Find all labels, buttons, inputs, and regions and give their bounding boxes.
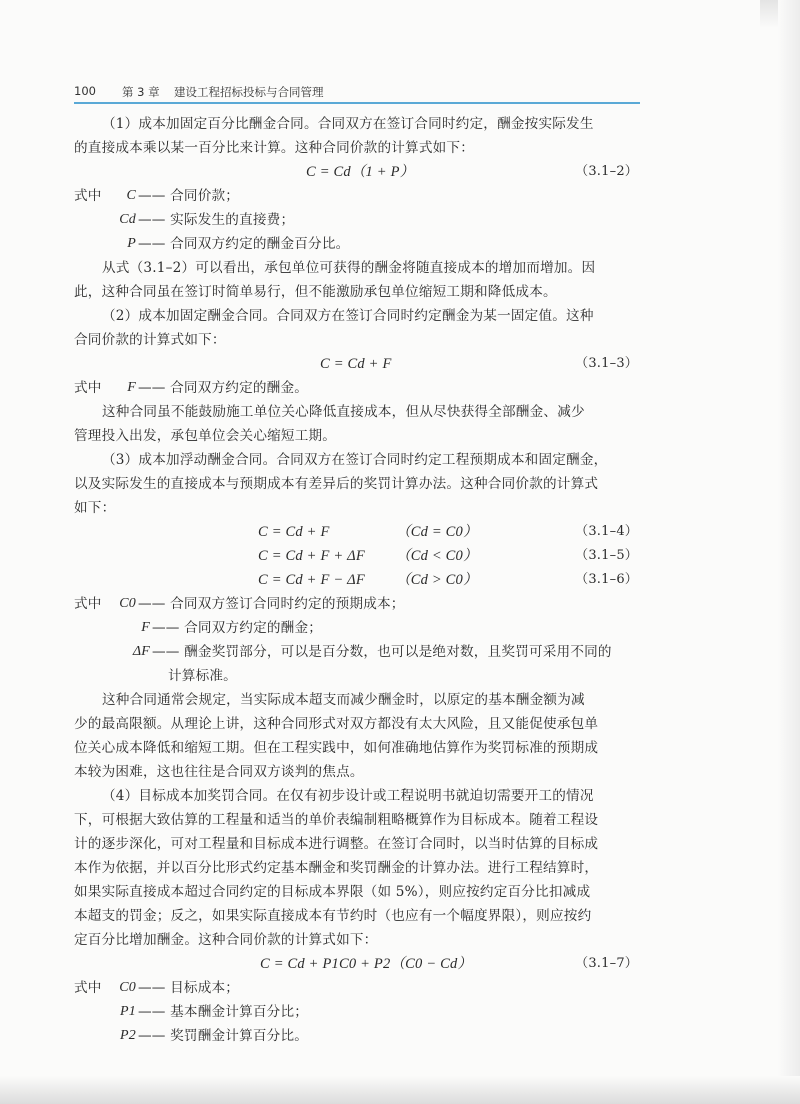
definition-lead: 式中 [74,980,102,996]
paragraph-line: 的直接成本乘以某一百分比来计算。这种合同价款的计算式如下： [74,140,475,156]
header-rule [74,102,640,104]
equation-expression: C = Cd（1 + P） [306,164,415,180]
definition-row [74,208,642,232]
symbol-description: —— 合同价款； [138,188,240,204]
paragraph-line: 如下： [74,500,116,516]
definition-row [74,664,642,688]
symbol: F [141,620,150,635]
definition-row [74,976,642,1000]
scan-shadow-bottom [0,1076,800,1104]
equation-3-1-7 [74,952,642,976]
paragraph-line: 计的逐步深化，可对工程量和目标成本进行调整。在签订合同时，以当时估算的目标成 [74,836,599,852]
paragraph-line: 位关心成本降低和缩短工期。但在工程实践中，如何准确地估算作为奖罚标准的预期成 [74,740,599,756]
symbol-description: —— 合同双方约定的酬金； [152,620,323,636]
paragraph-line: 管理投入出发，承包单位会关心缩短工期。 [74,428,337,444]
equation-3-1-2 [74,160,642,184]
paragraph-line: 合同价款的计算式如下： [74,332,226,348]
symbol: C0 [119,596,136,611]
definition-row [74,1000,642,1024]
equation-3-1-4 [74,520,642,544]
paragraph-line: 本作为依据，并以百分比形式约定基本酬金和奖罚酬金的计算办法。进行工程结算时， [74,860,599,876]
symbol: C0 [119,980,136,995]
equation-number: （3.1–2） [575,164,638,179]
equation-expression: C = Cd + F [320,356,392,372]
equation-expression: C = Cd + F − ΔF [258,572,365,588]
symbol-description: —— 合同双方签订合同时约定的预期成本； [138,596,405,612]
symbol-description: —— 基本酬金计算百分比； [138,1004,309,1020]
paragraph-line: 这种合同通常会规定，当实际成本超支而减少酬金时，以原定的基本酬金额为减 [102,692,585,708]
symbol: P [127,236,136,251]
symbol-description: —— 酬金奖罚部分，可以是百分数，也可以是绝对数，且奖罚可采用不同的 [152,644,612,660]
symbol: P2 [120,1028,136,1043]
definition-lead: 式中 [74,380,102,396]
equation-3-1-6 [74,568,642,592]
definition-row [74,184,642,208]
paragraph-line: 定百分比增加酬金。这种合同价款的计算式如下： [74,932,378,948]
equation-number: （3.1–7） [575,956,638,971]
chapter-label: 第 3 章 [122,85,160,99]
paragraph-line: 从式（3.1–2）可以看出，承包单位可获得的酬金将随直接成本的增加而增加。因 [102,260,596,276]
paragraph-line: 这种合同虽不能鼓励施工单位关心降低直接成本，但从尽快获得全部酬金、减少 [102,404,585,420]
equation-expression: C = Cd + P1C0 + P2（C0 − Cd） [260,956,473,972]
equation-3-1-3 [74,352,642,376]
paragraph-line: 如果实际直接成本超过合同约定的目标成本界限（如 5%），则应按约定百分比扣减成 [74,884,591,900]
symbol-description: —— 合同双方约定的酬金。 [138,380,309,396]
definition-row [74,640,642,664]
definition-row [74,376,642,400]
symbol: F [127,380,136,395]
equation-condition: （Cd = C0） [396,524,478,540]
paragraph-line: 下，可根据大致估算的工程量和适当的单价表编制粗略概算作为目标成本。随着工程设 [74,812,599,828]
page-number: 100 [74,84,96,98]
symbol: ΔF [132,644,150,659]
paragraph-line: 本超支的罚金；反之，如果实际直接成本有节约时（也应有一个幅度界限），则应按约 [74,908,592,924]
equation-expression: C = Cd + F + ΔF [258,548,365,564]
symbol-description: —— 奖罚酬金计算百分比。 [138,1028,309,1044]
paragraph-line: 此，这种合同虽在签订时简单易行，但不能激励承包单位缩短工期和降低成本。 [74,284,557,300]
symbol: Cd [119,212,136,227]
definition-row [74,1024,642,1048]
equation-number: （3.1–3） [575,356,638,371]
definition-row [74,616,642,640]
paragraph-line: 少的最高限额。从理论上讲，这种合同形式对双方都没有太大风险，且又能促使承包单 [74,716,599,732]
symbol-description: —— 实际发生的直接费； [138,212,295,228]
symbol: P1 [120,1004,136,1019]
paragraph-line: （3）成本加浮动酬金合同。合同双方在签订合同时约定工程预期成本和固定酬金， [102,452,608,468]
running-header [74,82,640,102]
symbol: C [126,188,136,203]
equation-condition: （Cd < C0） [396,548,478,564]
paragraph-line: （1）成本加固定百分比酬金合同。合同双方在签订合同时约定，酬金按实际发生 [102,116,594,132]
equation-expression: C = Cd + F [258,524,330,540]
equation-3-1-5 [74,544,642,568]
definition-row [74,232,642,256]
paragraph-line: （2）成本加固定酬金合同。合同双方在签订合同时约定酬金为某一固定值。这种 [102,308,594,324]
paragraph-line: 本较为困难，这也往往是合同双方谈判的焦点。 [74,764,364,780]
symbol-description: —— 合同双方约定的酬金百分比。 [138,236,350,252]
equation-condition: （Cd > C0） [396,572,478,588]
scan-shadow-right [778,0,800,1104]
equation-number: （3.1–5） [575,548,638,563]
definition-lead: 式中 [74,188,102,204]
paragraph-line: （4）目标成本加奖罚合同。在仅有初步设计或工程说明书就迫切需要开工的情况 [102,788,594,804]
page-body [74,112,642,1048]
definition-lead: 式中 [74,596,102,612]
symbol-description-continuation: 计算标准。 [168,668,237,684]
chapter-title: 建设工程招标投标与合同管理 [174,85,324,99]
definition-row [74,592,642,616]
equation-number: （3.1–4） [575,524,638,539]
symbol-description: —— 目标成本； [138,980,240,996]
paragraph-line: 以及实际发生的直接成本与预期成本有差异后的奖罚计算办法。这种合同价款的计算式 [74,476,599,492]
equation-number: （3.1–6） [575,572,638,587]
